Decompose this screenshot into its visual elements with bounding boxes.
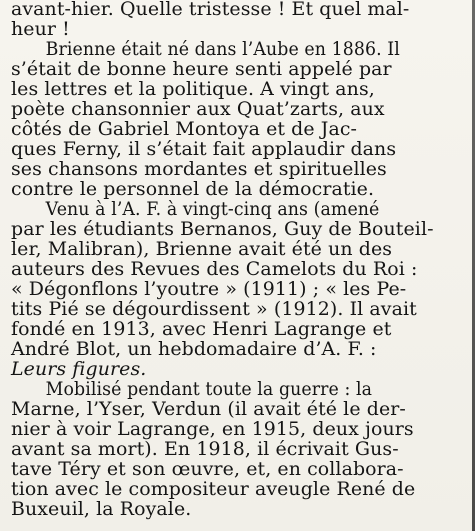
text-line: côtés de Gabriel Montoya et de Jac- xyxy=(11,118,358,140)
text-line: s’était de bonne heure senti appelé par xyxy=(11,58,392,80)
text-line: André Blot, un hebdomadaire d’A. F. : xyxy=(11,338,377,360)
text-line: Mobilisé pendant toute la guerre : la xyxy=(45,378,373,400)
paragraph-4 xyxy=(11,379,468,519)
text-line: tits Pié se dégourdissent » (1912). Il avait xyxy=(11,298,417,320)
text-line: Buxeuil, la Royale. xyxy=(11,498,192,520)
text-line: les lettres et la politique. A vingt ans, xyxy=(11,78,375,100)
text-line: avant-hier. Quelle tristesse ! Et quel mal- xyxy=(11,0,410,20)
text-line: Venu à l’A. F. à vingt-cinq ans (amené xyxy=(45,198,380,220)
article-column xyxy=(11,0,468,519)
text-line: nier à voir Lagrange, en 1915, deux jours xyxy=(11,418,414,440)
text-line: Leurs figures. xyxy=(11,358,147,380)
text-line: tion avec le compositeur aveugle René de xyxy=(11,478,416,500)
text-line: ses chansons mordantes et spirituelles xyxy=(11,158,387,180)
text-line: tave Téry et son œuvre, et, en collabora- xyxy=(11,458,404,480)
text-line: Brienne était né dans l’Aube en 1886. Il xyxy=(45,38,400,60)
text-line: ques Ferny, il s’était fait applaudir dans xyxy=(11,138,397,160)
text-line: poète chansonnier aux Quat’zarts, aux xyxy=(11,98,385,120)
paragraph-3 xyxy=(11,199,468,379)
text-line: Marne, l’Yser, Verdun (il avait été le der- xyxy=(11,398,406,420)
text-line: avant sa mort). En 1918, il écrivait Gus- xyxy=(11,438,399,460)
text-line: par les étudiants Bernanos, Guy de Bouteil- xyxy=(11,218,434,240)
text-line: heur ! xyxy=(11,18,70,40)
text-line: auteurs des Revues des Camelots du Roi : xyxy=(11,258,418,280)
text-line: contre le personnel de la démocratie. xyxy=(11,178,375,200)
paragraph-1 xyxy=(11,0,468,39)
text-line: « Dégonflons l’youtre » (1911) ; « les Pe- xyxy=(11,278,407,300)
paragraph-2 xyxy=(11,39,468,199)
text-line: ler, Malibran), Brienne avait été un des xyxy=(11,238,393,260)
text-line: fondé en 1913, avec Henri Lagrange et xyxy=(11,318,392,340)
